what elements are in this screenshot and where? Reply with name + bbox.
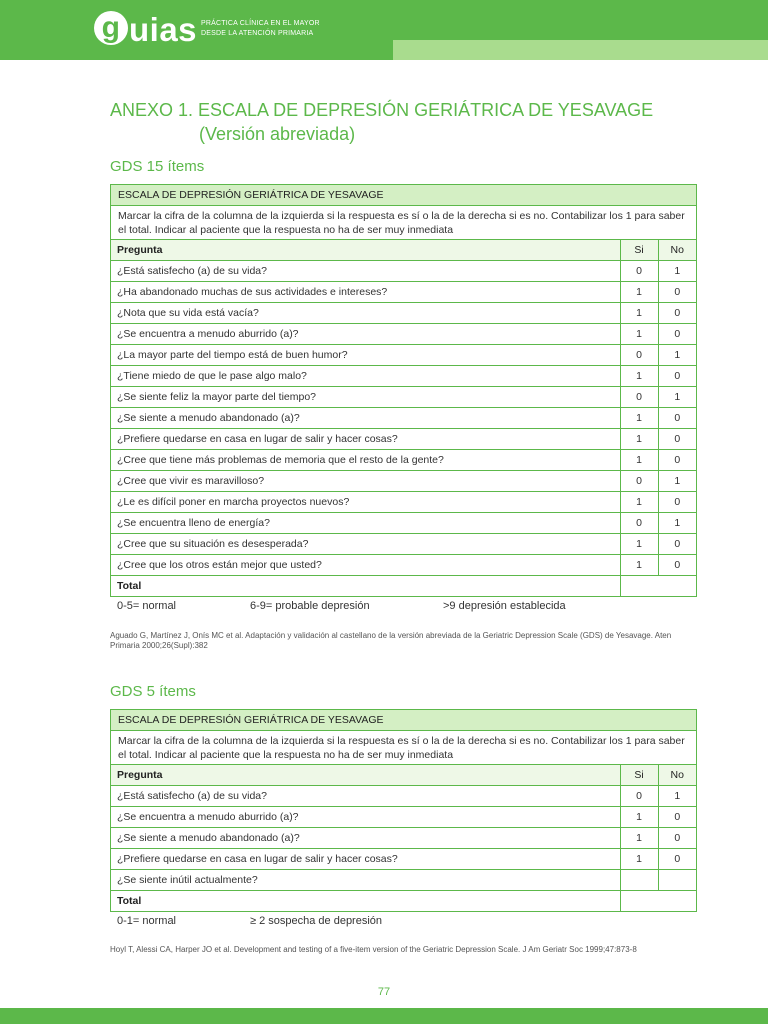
table-row xyxy=(111,282,696,303)
title-line-1: ANEXO 1. ESCALA DE DEPRESIÓN GERIÁTRICA DE YESAVAGE xyxy=(110,100,654,120)
si-value: 1 xyxy=(620,303,658,324)
no-value: 0 xyxy=(658,450,696,471)
total-row xyxy=(111,576,696,597)
table-row xyxy=(111,387,696,408)
guias-logo xyxy=(94,9,197,51)
si-value: 1 xyxy=(620,849,658,870)
page-header xyxy=(0,0,768,60)
no-value: 0 xyxy=(658,303,696,324)
no-value: 0 xyxy=(658,282,696,303)
si-value: 1 xyxy=(620,807,658,828)
gds15-instructions: Marcar la cifra de la columna de la izquierda si la respuesta es sí o la de la derecha si es no. Contabilizar los 1 para saber el total. Indicar al paciente que la respuesta no ha de ser muy inmediata xyxy=(118,210,685,236)
total-label: Total xyxy=(111,576,620,597)
no-value: 0 xyxy=(658,366,696,387)
no-value: 0 xyxy=(658,828,696,849)
gds5-reference: Hoyl T, Alessi CA, Harper JO et al. Development and testing of a five-item version of the Geriatric Depression Scale. J Am Geriatr Soc 1999;47:873-8 xyxy=(110,945,637,954)
gds15-legend-normal: 0-5= normal xyxy=(117,600,177,612)
table-row xyxy=(111,534,696,555)
si-value: 0 xyxy=(620,471,658,492)
question-cell: ¿La mayor parte del tiempo está de buen humor? xyxy=(111,345,620,366)
si-value: 1 xyxy=(620,534,658,555)
no-value: 0 xyxy=(658,492,696,513)
header-tagline xyxy=(201,19,320,39)
si-value: 1 xyxy=(620,492,658,513)
no-value: 1 xyxy=(658,345,696,366)
si-value xyxy=(620,870,658,891)
gds5-section-title: GDS 5 ítems xyxy=(110,683,196,700)
no-value: 0 xyxy=(658,408,696,429)
si-value: 1 xyxy=(620,450,658,471)
si-value: 0 xyxy=(620,387,658,408)
total-label: Total xyxy=(111,891,620,912)
question-cell: ¿Cree que vivir es maravilloso? xyxy=(111,471,620,492)
gds15-section-title: GDS 15 ítems xyxy=(110,158,205,175)
gds15-legend-probable: 6-9= probable depresión xyxy=(250,600,370,612)
no-value: 0 xyxy=(658,534,696,555)
no-value: 1 xyxy=(658,261,696,282)
gds15-reference: Aguado G, Martínez J, Onís MC et al. Adaptación y validación al castellano de la versión abreviada de la Geriatric Depression Scale (GDS) de Yesavage. Aten Primaria 2000;26(Supl):382 xyxy=(110,631,672,650)
question-cell: ¿Le es difícil poner en marcha proyectos nuevos? xyxy=(111,492,620,513)
gds5-header-row xyxy=(111,765,696,786)
gds5-table-title: ESCALA DE DEPRESIÓN GERIÁTRICA DE YESAVAGE xyxy=(111,710,696,731)
si-value: 1 xyxy=(620,282,658,303)
question-cell: ¿Cree que su situación es desesperada? xyxy=(111,534,620,555)
table-row xyxy=(111,807,696,828)
total-value-cell xyxy=(620,576,696,597)
no-value: 0 xyxy=(658,849,696,870)
no-value: 0 xyxy=(658,429,696,450)
question-cell: ¿Está satisfecho (a) de su vida? xyxy=(111,786,620,807)
page-footer-bar xyxy=(0,1008,768,1024)
si-value: 0 xyxy=(620,345,658,366)
tagline-line-1: PRÁCTICA CLÍNICA EN EL MAYOR xyxy=(201,20,320,27)
gds5-table xyxy=(110,709,697,912)
table-row xyxy=(111,345,696,366)
gds15-header-row xyxy=(111,240,696,261)
gds15-table-title: ESCALA DE DEPRESIÓN GERIÁTRICA DE YESAVAGE xyxy=(111,185,696,206)
tagline-line-2: DESDE LA ATENCIÓN PRIMARIA xyxy=(201,30,314,37)
gds15-table xyxy=(110,184,697,597)
total-row xyxy=(111,891,696,912)
question-cell: ¿Ha abandonado muchas de sus actividades e intereses? xyxy=(111,282,620,303)
table-row xyxy=(111,261,696,282)
question-cell: ¿Se siente a menudo abandonado (a)? xyxy=(111,828,620,849)
question-cell: ¿Se siente inútil actualmente? xyxy=(111,870,620,891)
question-cell: ¿Se encuentra a menudo aburrido (a)? xyxy=(111,324,620,345)
table-row xyxy=(111,366,696,387)
table-row xyxy=(111,513,696,534)
no-value: 1 xyxy=(658,786,696,807)
si-value: 0 xyxy=(620,513,658,534)
question-cell: ¿Está satisfecho (a) de su vida? xyxy=(111,261,620,282)
table-row xyxy=(111,555,696,576)
col-si-header: Si xyxy=(620,240,658,261)
no-value: 0 xyxy=(658,555,696,576)
col-pregunta-header: Pregunta xyxy=(111,240,620,261)
title-line-2: (Versión abreviada) xyxy=(199,124,356,144)
si-value: 1 xyxy=(620,408,658,429)
col-no-header: No xyxy=(658,240,696,261)
gds15-grid xyxy=(111,239,696,596)
question-cell: ¿Cree que los otros están mejor que usted? xyxy=(111,555,620,576)
question-cell: ¿Prefiere quedarse en casa en lugar de salir y hacer cosas? xyxy=(111,849,620,870)
table-row xyxy=(111,828,696,849)
page-title xyxy=(110,98,653,146)
question-cell: ¿Se siente a menudo abandonado (a)? xyxy=(111,408,620,429)
no-value: 1 xyxy=(658,387,696,408)
no-value xyxy=(658,870,696,891)
gds5-grid xyxy=(111,764,696,911)
col-no-header: No xyxy=(658,765,696,786)
question-cell: ¿Nota que su vida está vacía? xyxy=(111,303,620,324)
question-cell: ¿Se encuentra lleno de energía? xyxy=(111,513,620,534)
question-cell: ¿Tiene miedo de que le pase algo malo? xyxy=(111,366,620,387)
table-row xyxy=(111,450,696,471)
no-value: 1 xyxy=(658,513,696,534)
gds5-instructions: Marcar la cifra de la columna de la izquierda si la respuesta es sí o la de la derecha si es no. Contabilizar los 1 para saber el total. Indicar al paciente que la respuesta no ha de ser muy inmediata xyxy=(118,735,685,761)
si-value: 1 xyxy=(620,366,658,387)
total-value-cell xyxy=(620,891,696,912)
question-cell: ¿Se encuentra a menudo aburrido (a)? xyxy=(111,807,620,828)
logo-g-mark: g xyxy=(94,11,128,45)
question-cell: ¿Se siente feliz la mayor parte del tiempo? xyxy=(111,387,620,408)
table-row xyxy=(111,471,696,492)
si-value: 1 xyxy=(620,555,658,576)
col-pregunta-header: Pregunta xyxy=(111,765,620,786)
header-accent-band xyxy=(393,40,768,60)
col-si-header: Si xyxy=(620,765,658,786)
logo-text: uias xyxy=(129,11,198,48)
no-value: 0 xyxy=(658,324,696,345)
si-value: 1 xyxy=(620,429,658,450)
gds5-legend-suspected: ≥ 2 sospecha de depresión xyxy=(250,915,383,927)
table-row xyxy=(111,303,696,324)
table-row xyxy=(111,492,696,513)
si-value: 1 xyxy=(620,324,658,345)
table-row xyxy=(111,786,696,807)
table-row xyxy=(111,870,696,891)
question-cell: ¿Prefiere quedarse en casa en lugar de salir y hacer cosas? xyxy=(111,429,620,450)
gds5-legend-normal: 0-1= normal xyxy=(117,915,177,927)
si-value: 0 xyxy=(620,786,658,807)
no-value: 1 xyxy=(658,471,696,492)
gds15-legend-established: >9 depresión establecida xyxy=(443,600,566,612)
si-value: 1 xyxy=(620,828,658,849)
no-value: 0 xyxy=(658,807,696,828)
table-row xyxy=(111,429,696,450)
table-row xyxy=(111,324,696,345)
table-row xyxy=(111,849,696,870)
si-value: 0 xyxy=(620,261,658,282)
table-row xyxy=(111,408,696,429)
question-cell: ¿Cree que tiene más problemas de memoria que el resto de la gente? xyxy=(111,450,620,471)
page-number: 77 xyxy=(377,986,391,998)
